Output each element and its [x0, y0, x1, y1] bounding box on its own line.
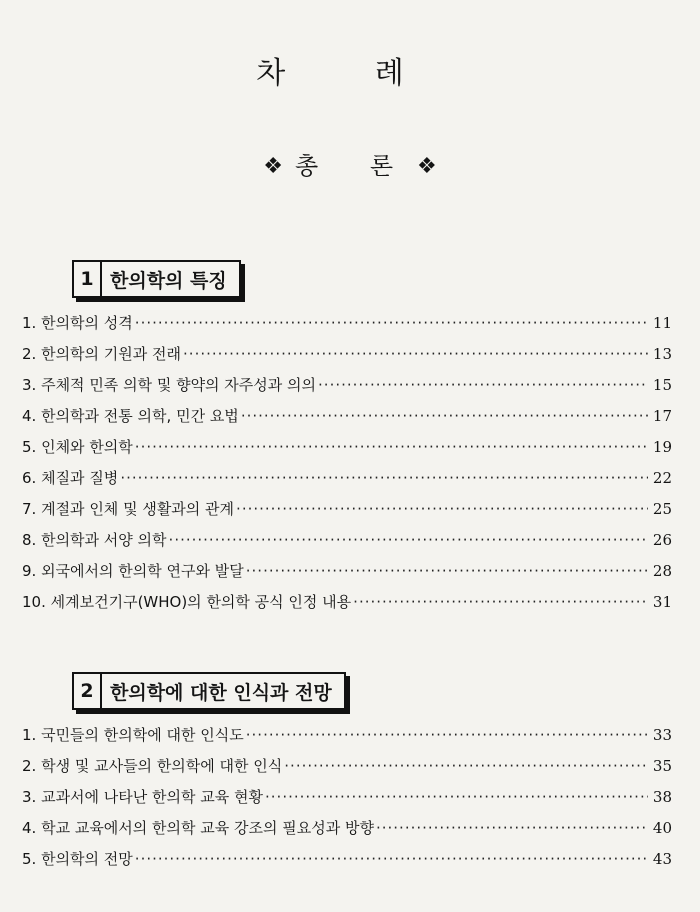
toc-entry-page: 26	[652, 531, 672, 549]
toc-entry-page: 25	[652, 500, 672, 518]
toc-entry[interactable]	[22, 529, 672, 560]
toc-entry-label: 3. 교과서에 나타난 한의학 교육 현황	[22, 788, 264, 806]
toc-entry-page: 13	[652, 345, 672, 363]
toc-entry-page: 11	[652, 314, 672, 332]
toc-entry-page: 38	[652, 788, 672, 806]
toc-entry-label: 9. 외국에서의 한의학 연구와 발달	[22, 562, 244, 580]
toc-entry[interactable]	[22, 467, 672, 498]
diamond-ornament-icon: ❖	[417, 154, 437, 179]
dot-leader	[236, 500, 648, 518]
toc-entry[interactable]	[22, 724, 672, 755]
toc-entry[interactable]	[22, 848, 672, 879]
toc-entry[interactable]	[22, 591, 672, 622]
toc-entry[interactable]	[22, 374, 672, 405]
section-heading-2	[72, 672, 346, 710]
dot-leader	[135, 438, 648, 456]
toc-entry-page: 22	[652, 469, 672, 487]
toc-entry-label: 4. 학교 교육에서의 한의학 교육 강조의 필요성과 방향	[22, 819, 374, 837]
toc-entry-label: 5. 인체와 한의학	[22, 438, 133, 456]
dot-leader	[120, 469, 648, 487]
toc-entry-label: 6. 체질과 질병	[22, 469, 119, 487]
toc-list-section-2	[22, 724, 672, 879]
part-title: 총 론	[295, 152, 415, 180]
toc-entry[interactable]	[22, 755, 672, 786]
toc-entry-page: 40	[652, 819, 672, 837]
toc-entry-label: 2. 한의학의 기원과 전래	[22, 345, 182, 363]
section-number: 2	[74, 674, 102, 708]
dot-leader	[353, 593, 648, 611]
toc-entry[interactable]	[22, 312, 672, 343]
dot-leader	[318, 376, 648, 394]
toc-entry-page: 31	[652, 593, 672, 611]
toc-entry-label: 4. 한의학과 전통 의학, 민간 요법	[22, 407, 239, 425]
dot-leader	[246, 562, 648, 580]
toc-entry-page: 43	[652, 850, 672, 868]
dot-leader	[135, 314, 648, 332]
dot-leader	[135, 850, 648, 868]
dot-leader	[284, 757, 648, 775]
toc-entry[interactable]	[22, 817, 672, 848]
toc-entry-page: 15	[652, 376, 672, 394]
page-title: 차 례	[256, 56, 444, 92]
toc-entry[interactable]	[22, 498, 672, 529]
dot-leader	[241, 407, 648, 425]
toc-entry[interactable]	[22, 436, 672, 467]
toc-entry[interactable]	[22, 786, 672, 817]
toc-entry-label: 1. 한의학의 성격	[22, 314, 133, 332]
dot-leader	[265, 788, 648, 806]
dot-leader	[169, 531, 648, 549]
dot-leader	[246, 726, 648, 744]
diamond-ornament-icon: ❖	[263, 154, 283, 179]
toc-entry[interactable]	[22, 405, 672, 436]
toc-entry-page: 17	[652, 407, 672, 425]
toc-entry-label: 8. 한의학과 서양 의학	[22, 531, 167, 549]
toc-entry-label: 7. 계절과 인체 및 생활과의 관계	[22, 500, 235, 518]
section-number: 1	[74, 262, 102, 296]
section-title: 한의학에 대한 인식과 전망	[110, 681, 332, 704]
part-heading	[0, 146, 700, 181]
toc-entry-page: 28	[652, 562, 672, 580]
dot-leader	[183, 345, 648, 363]
toc-entry-label: 5. 한의학의 전망	[22, 850, 133, 868]
section-title: 한의학의 특징	[110, 269, 227, 292]
toc-entry[interactable]	[22, 343, 672, 374]
toc-entry-page: 35	[652, 757, 672, 775]
toc-entry-label: 1. 국민들의 한의학에 대한 인식도	[22, 726, 244, 744]
toc-list-section-1	[22, 312, 672, 622]
toc-entry-label: 10. 세계보건기구(WHO)의 한의학 공식 인정 내용	[22, 593, 352, 611]
toc-entry-page: 33	[652, 726, 672, 744]
toc-entry-page: 19	[652, 438, 672, 456]
toc-entry[interactable]	[22, 560, 672, 591]
toc-entry-label: 2. 학생 및 교사들의 한의학에 대한 인식	[22, 757, 283, 775]
toc-entry-label: 3. 주체적 민족 의학 및 향약의 자주성과 의의	[22, 376, 317, 394]
section-heading-1	[72, 260, 241, 298]
dot-leader	[376, 819, 648, 837]
